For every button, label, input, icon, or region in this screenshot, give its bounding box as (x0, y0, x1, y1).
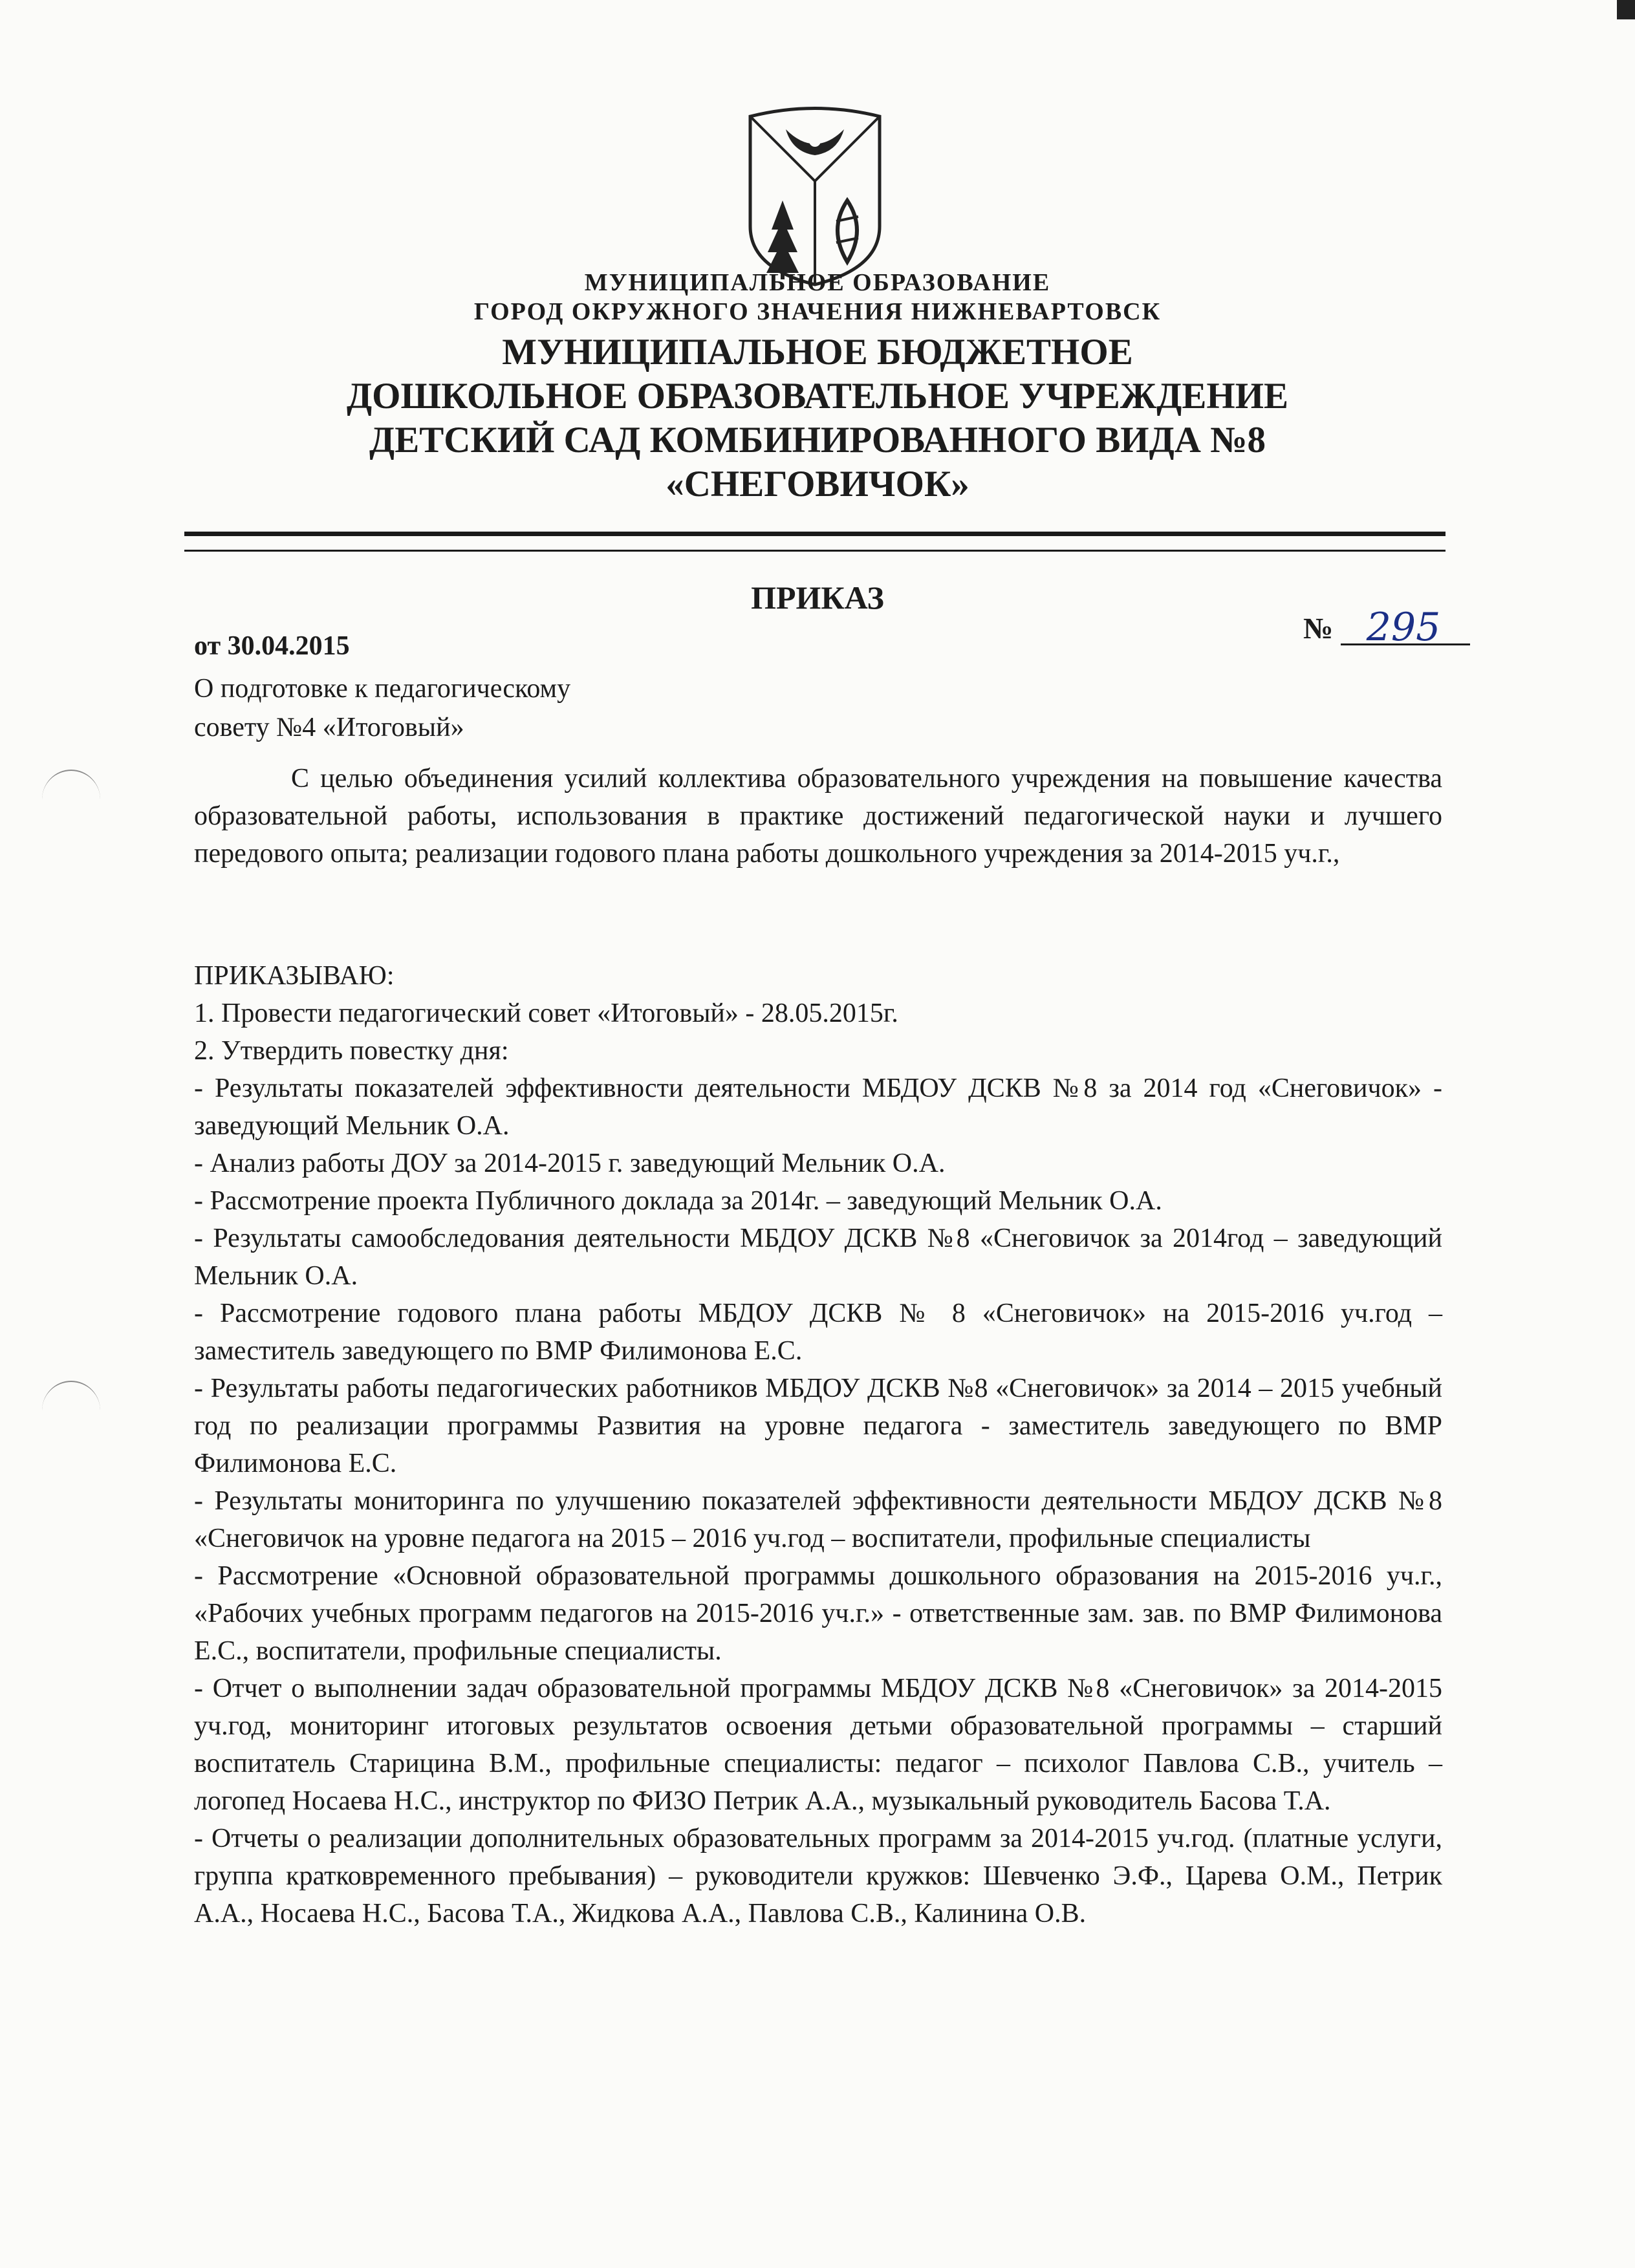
header-line-2: ГОРОД ОКРУЖНОГО ЗНАЧЕНИЯ НИЖНЕВАРТОВСК (473, 298, 1162, 325)
agenda-item: - Отчеты о реализации дополнительных образовательных программ за 2014-2015 уч.год. (платные услуги, группа кратковременного пребывания) – руководители кружков: Шевченко Э.Ф., Царева О.М., Петрик А.А., Носаева Н.С., Басова Т.А., Жидкова А.А., Павлова С.В., Калинина О.В. (194, 1824, 1442, 1928)
agenda-item: - Рассмотрение годового плана работы МБДОУ ДСКВ № 8 «Снеговичок» на 2015-2016 уч.год – заместитель заведующего по ВМР Филимонова Е.С. (194, 1299, 1442, 1366)
header-line-3: МУНИЦИПАЛЬНОЕ БЮДЖЕТНОЕ (502, 332, 1133, 373)
handwritten-number: 295 (1366, 605, 1441, 650)
subject-line: совету №4 «Итоговый» (194, 713, 464, 742)
header-line-4: ДОШКОЛЬНОЕ ОБРАЗОВАТЕЛЬНОЕ УЧРЕЖДЕНИЕ (346, 376, 1289, 416)
punch-hole-mark (42, 770, 100, 829)
header-line-1: МУНИЦИПАЛЬНОЕ ОБРАЗОВАНИЕ (584, 269, 1051, 296)
order-section (194, 957, 1442, 1932)
order-heading: ПРИКАЗЫВАЮ: (194, 961, 395, 991)
document-date: от 30.04.2015 (194, 631, 350, 661)
number-underline (1341, 605, 1470, 650)
header-line-6: «СНЕГОВИЧОК» (666, 464, 969, 504)
header-line-5: ДЕТСКИЙ САД КОМБИНИРОВАННОГО ВИДА №8 (369, 420, 1266, 460)
subject-line: О подготовке к педагогическому (194, 674, 571, 704)
agenda-item: - Рассмотрение «Основной образовательной программы дошкольного образования на 2015-2016 уч.г., «Рабочих учебных программ педагогов на 2015-2016 уч.г.» - ответственные зам. зав. по ВМР Филимонова Е.С., воспитатели, профильные специалисты. (194, 1561, 1442, 1666)
header-divider-thick (184, 532, 1446, 536)
number-label: № (1303, 612, 1334, 645)
document-title: ПРИКАЗ (751, 579, 884, 616)
order-item: 1. Провести педагогический совет «Итоговый» - 28.05.2015г. (194, 999, 898, 1028)
scan-edge-mark (1617, 0, 1635, 19)
agenda-item: - Анализ работы ДОУ за 2014-2015 г. заведующий Мельник О.А. (194, 1149, 946, 1178)
agenda-item: - Рассмотрение проекта Публичного доклада за 2014г. – заведующий Мельник О.А. (194, 1186, 1162, 1216)
document-subject (194, 669, 570, 747)
agenda-item: - Результаты мониторинга по улучшению показателей эффективности деятельности МБДОУ ДСКВ №8 «Снеговичок на уровне педагога на 2015 – 2016 уч.год – воспитатели, профильные специалисты (194, 1486, 1442, 1553)
coat-of-arms-icon (741, 103, 889, 288)
agenda-item: - Результаты самообследования деятельности МБДОУ ДСКВ №8 «Снеговичок за 2014год – заведующий Мельник О.А. (194, 1224, 1442, 1291)
agenda-item: - Результаты работы педагогических работников МБДОУ ДСКВ №8 «Снеговичок» за 2014 – 2015 учебный год по реализации программы Развития на уровне педагога - заместитель заведующего по ВМР Филимонова Е.С. (194, 1374, 1442, 1478)
agenda-item: - Результаты показателей эффективности деятельности МБДОУ ДСКВ №8 за 2014 год «Снеговичок» - заведующий Мельник О.А. (194, 1074, 1442, 1141)
header-divider-thin (184, 550, 1446, 552)
order-item: 2. Утвердить повестку дня: (194, 1036, 509, 1066)
intro-paragraph: С целью объединения усилий коллектива образовательного учреждения на повышение качества образовательной работы, использования в практике достижений педагогической науки и лучшего передового опыта; реализации годового плана работы дошкольного учреждения за 2014-2015 уч.г., (194, 764, 1442, 869)
punch-hole-mark (42, 1381, 100, 1440)
agenda-item: - Отчет о выполнении задач образовательной программы МБДОУ ДСКВ №8 «Снеговичок» за 2014-2015 уч.год, мониторинг итоговых результатов освоения детьми образовательной программы – старший воспитатель Старицина В.М., профильные специалисты: педагог – психолог Павлова С.В., учитель – логопед Носаева Н.С., инструктор по ФИЗО Петрик А.А., музыкальный руководитель Басова Т.А. (194, 1674, 1442, 1816)
document-number (1303, 605, 1470, 650)
